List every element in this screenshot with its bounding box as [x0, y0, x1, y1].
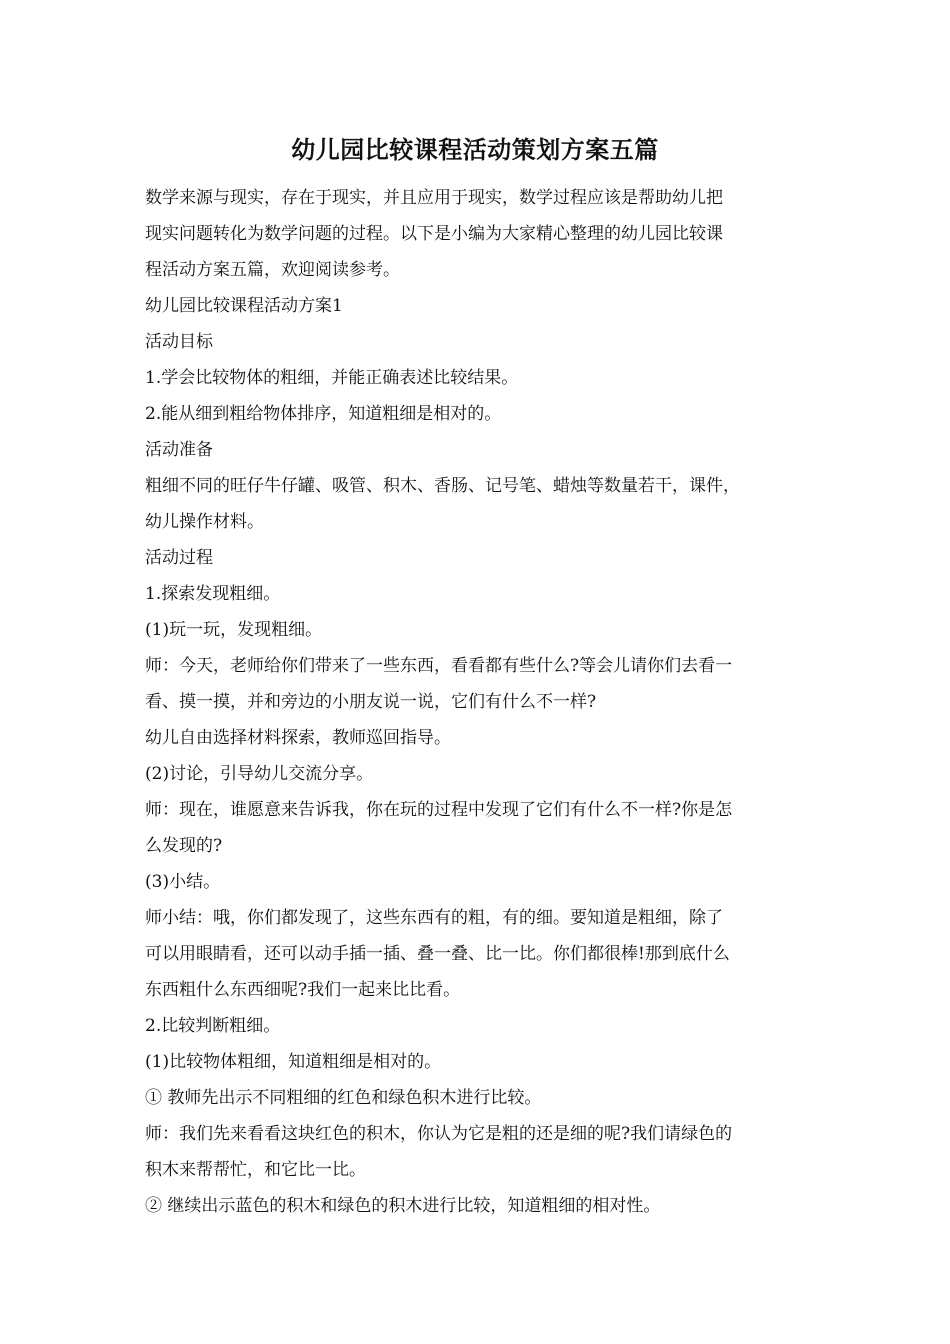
text-line: 数学来源与现实，存在于现实，并且应用于现实，数学过程应该是帮助幼儿把	[145, 188, 723, 208]
text-line: ① 教师先出示不同粗细的红色和绿色积木进行比较。	[145, 1088, 542, 1108]
text-line: 粗细不同的旺仔牛仔罐、吸管、积木、香肠、记号笔、蜡烛等数量若干，课件，	[145, 476, 740, 496]
section-heading: 活动准备	[145, 440, 213, 460]
text-line: 师：我们先来看看这块红色的积木，你认为它是粗的还是细的呢?我们请绿色的	[145, 1124, 733, 1144]
text-line: (1)玩一玩，发现粗细。	[145, 620, 323, 640]
text-line: 么发现的?	[145, 836, 223, 856]
text-line: ② 继续出示蓝色的积木和绿色的积木进行比较，知道粗细的相对性。	[145, 1196, 661, 1216]
text-line: 2.比较判断粗细。	[145, 1016, 281, 1036]
text-line: (3)小结。	[145, 872, 221, 892]
text-line: 东西粗什么东西细呢?我们一起来比比看。	[145, 980, 461, 1000]
text-line: 师小结：哦，你们都发现了，这些东西有的粗，有的细。要知道是粗细，除了	[145, 908, 723, 928]
text-line: 可以用眼睛看，还可以动手插一插、叠一叠、比一比。你们都很棒!那到底什么	[145, 944, 730, 964]
text-line: 2.能从细到粗给物体排序，知道粗细是相对的。	[145, 404, 502, 424]
text-line: (1)比较物体粗细，知道粗细是相对的。	[145, 1052, 442, 1072]
text-line: 1.学会比较物体的粗细，并能正确表述比较结果。	[145, 368, 519, 388]
text-line: 幼儿操作材料。	[145, 512, 264, 532]
section-heading: 幼儿园比较课程活动方案1	[145, 296, 343, 316]
document-title: 幼儿园比较课程活动策划方案五篇	[291, 135, 659, 164]
document-body	[145, 180, 817, 1224]
section-heading: 活动目标	[145, 332, 213, 352]
section-heading: 活动过程	[145, 548, 213, 568]
text-line: 现实问题转化为数学问题的过程。以下是小编为大家精心整理的幼儿园比较课	[145, 224, 723, 244]
text-line: 师：现在，谁愿意来告诉我，你在玩的过程中发现了它们有什么不一样?你是怎	[145, 800, 733, 820]
text-line: 程活动方案五篇，欢迎阅读参考。	[145, 260, 400, 280]
text-line: 看、摸一摸，并和旁边的小朋友说一说，它们有什么不一样?	[145, 692, 597, 712]
text-line: 积木来帮帮忙，和它比一比。	[145, 1160, 366, 1180]
text-line: 师：今天，老师给你们带来了一些东西，看看都有些什么?等会儿请你们去看一	[145, 656, 733, 676]
text-line: 幼儿自由选择材料探索，教师巡回指导。	[145, 728, 451, 748]
text-line: (2)讨论，引导幼儿交流分享。	[145, 764, 374, 784]
text-line: 1.探索发现粗细。	[145, 584, 281, 604]
